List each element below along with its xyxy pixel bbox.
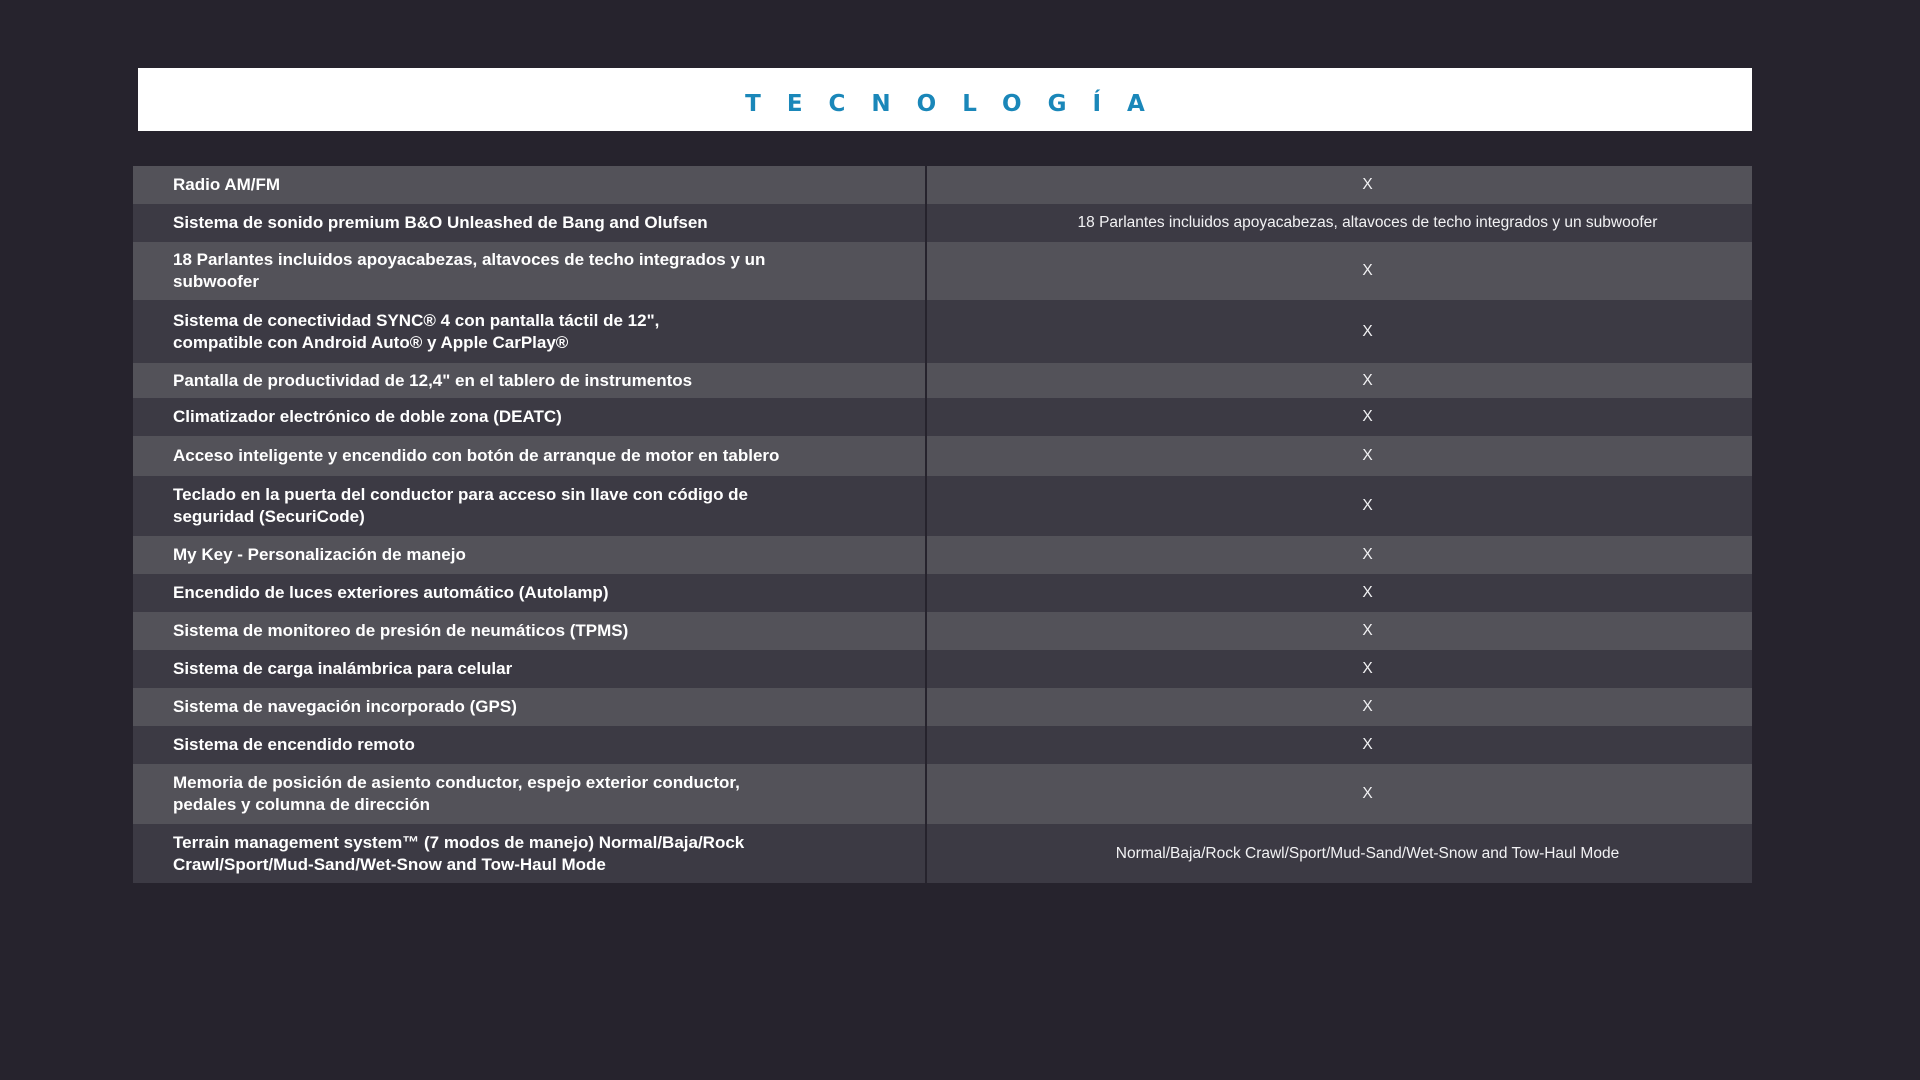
table-row [133,476,1752,536]
feature-cell: Pantalla de productividad de 12,4" en el tablero de instrumentos [133,363,927,398]
value-cell: X [1362,622,1373,639]
value-cell: X [1362,698,1373,715]
value-cell: X [1362,736,1373,753]
table-row [133,398,1752,436]
table-row [133,726,1752,764]
table-row [133,612,1752,650]
value-cell: X [1362,584,1373,601]
value-cell: X [1362,497,1373,514]
value-cell: X [1362,546,1373,563]
feature-cell: Sistema de navegación incorporado (GPS) [133,688,927,726]
value-cell: Normal/Baja/Rock Crawl/Sport/Mud-Sand/Wet-Snow and Tow-Haul Mode [1115,844,1620,862]
table-row [133,536,1752,574]
value-cell: X [1362,322,1373,340]
feature-cell: Sistema de carga inalámbrica para celular [133,650,927,688]
feature-cell: Radio AM/FM [133,166,927,204]
feature-cell: Terrain management system™ (7 modos de manejo) Normal/Baja/Rock Crawl/Sport/Mud-Sand/Wet-Snow and Tow-Haul Mode [133,824,927,883]
table-row [133,166,1752,204]
value-cell: X [1362,176,1373,193]
table-row [133,824,1752,883]
feature-cell: Teclado en la puerta del conductor para acceso sin llave con código de seguridad (SecuriCode) [133,476,927,536]
feature-cell: Encendido de luces exteriores automático (Autolamp) [133,574,927,612]
table-row [133,204,1752,242]
table-row [133,300,1752,363]
value-cell: X [1362,660,1373,677]
technology-spec-table [133,166,1752,883]
feature-cell: Climatizador electrónico de doble zona (DEATC) [133,398,927,436]
table-row [133,764,1752,824]
value-cell: X [1362,262,1373,279]
table-row [133,363,1752,398]
table-row [133,650,1752,688]
table-row [133,436,1752,476]
section-title-bar [138,68,1752,131]
feature-cell: Sistema de conectividad SYNC® 4 con pantalla táctil de 12", compatible con Android Auto® y Apple CarPlay® [133,300,927,363]
value-cell: X [1362,785,1373,802]
feature-cell: Memoria de posición de asiento conductor, espejo exterior conductor, pedales y columna de dirección [133,764,927,824]
value-cell: X [1362,408,1373,425]
table-row [133,242,1752,300]
feature-cell: Sistema de sonido premium B&O Unleashed de Bang and Olufsen [133,204,927,242]
feature-cell: Sistema de monitoreo de presión de neumáticos (TPMS) [133,612,927,650]
feature-cell: My Key - Personalización de manejo [133,536,927,574]
value-cell: 18 Parlantes incluidos apoyacabezas, altavoces de techo integrados y un subwoofer [1077,214,1658,231]
section-title: TECNOLOGÍA [745,90,1171,117]
table-row [133,574,1752,612]
table-row [133,688,1752,726]
value-cell: X [1362,447,1373,464]
feature-cell: Acceso inteligente y encendido con botón de arranque de motor en tablero [133,436,927,476]
feature-cell: Sistema de encendido remoto [133,726,927,764]
value-cell: X [1362,371,1373,389]
feature-cell: 18 Parlantes incluidos apoyacabezas, altavoces de techo integrados y un subwoofer [133,242,927,300]
